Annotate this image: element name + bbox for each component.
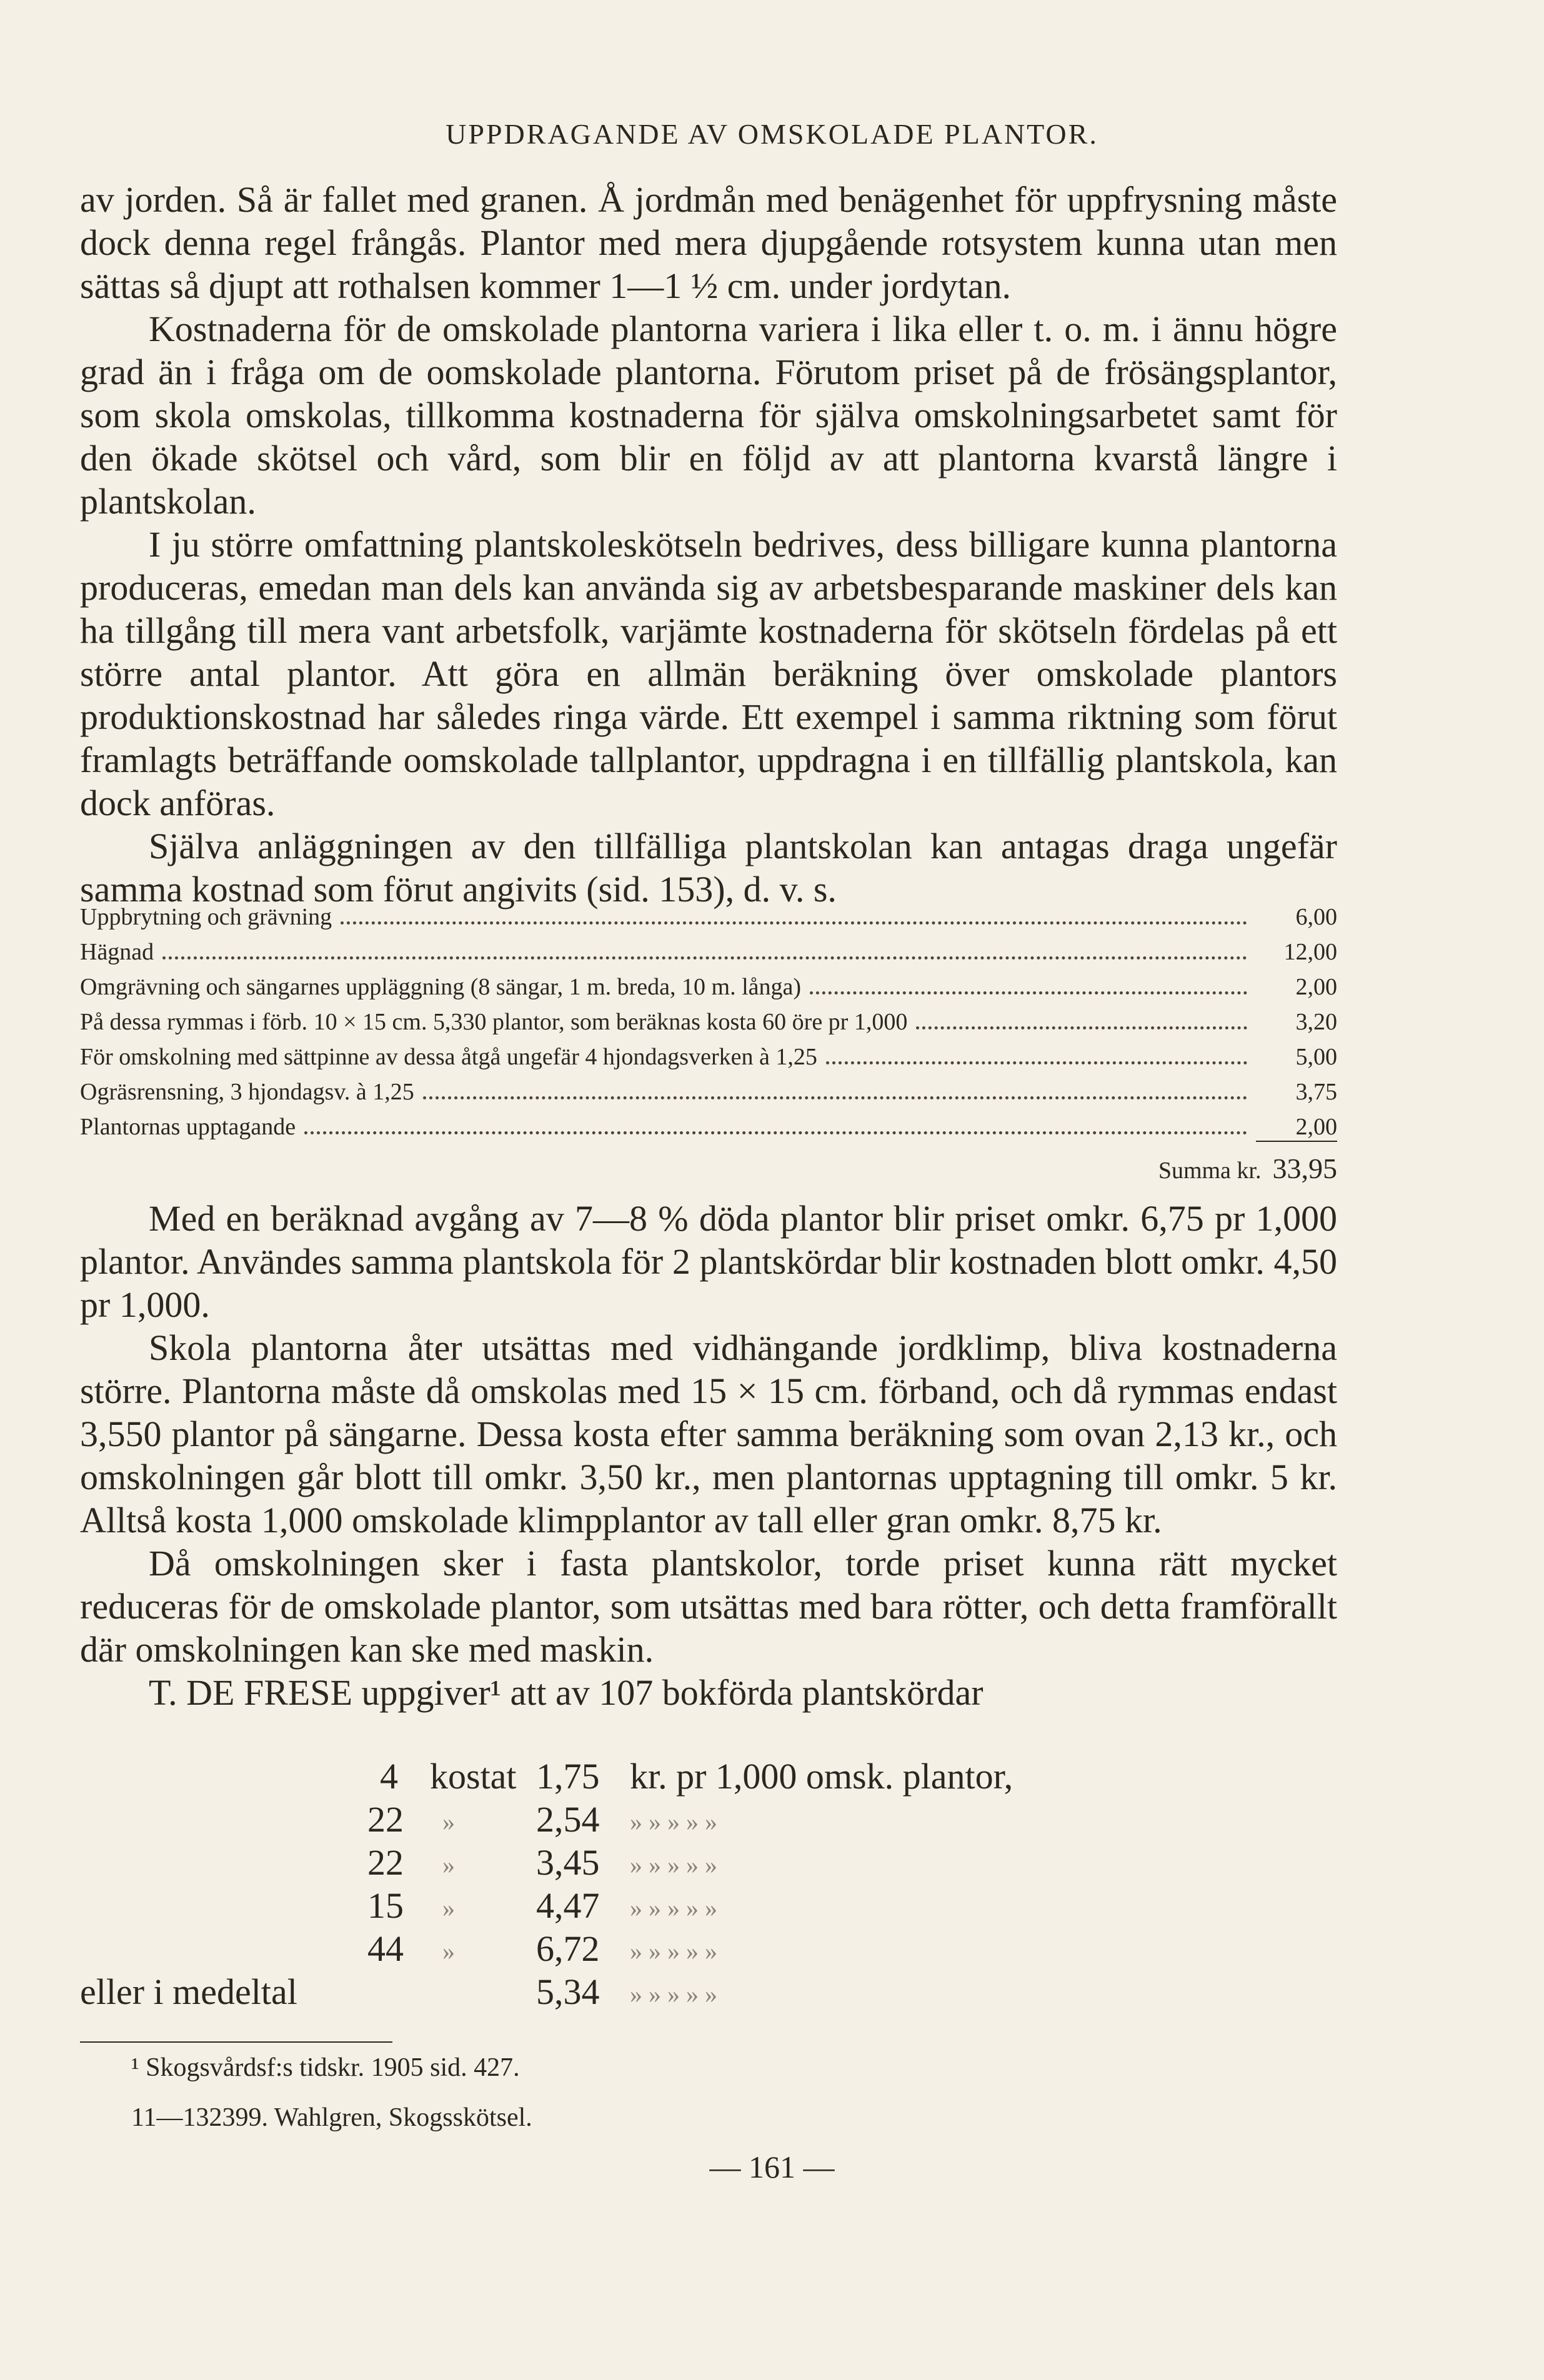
average-label: eller i medeltal [80, 1971, 297, 2012]
ledger-item: Uppbrytning och grävning [80, 904, 332, 930]
stats-row [80, 1798, 1337, 1842]
ledger-item: För omskolning med sättpinne av dessa åtgå ungefär 4 hjondagsverken à 1,25 [80, 1044, 817, 1070]
ledger-amount: 3,75 [1295, 1079, 1337, 1105]
ledger-item: Hägnad [80, 939, 154, 965]
ledger-row [80, 973, 1337, 1008]
count: 15 [367, 1885, 404, 1926]
ledger-amount: 3,20 [1295, 1009, 1337, 1035]
ditto: » » » » » [630, 1894, 717, 1922]
sum-label: Summa kr. [1158, 1158, 1262, 1184]
stats-row [80, 1971, 1337, 2014]
paragraph: I ju större omfattning plantskoleskötseln bedrives, dess billigare kunna plantorna produceras, emedan man dels kan använda sig av arbetsbesparande maskiner dels kan ha tillgång till mera vant arbetsfolk, varjämte kostnaderna för skötseln fördelas på ett större antal plantor. Att göra en allmän beräkning över omskolade plantors produktionskostnad har således ringa värde. Ett exempel i samma riktning som förut framlagts beträffande oomskolade tallplantor, uppdragna i en tillfällig plantskola, kan dock anföras. [80, 524, 1337, 823]
ledger-item: Plantornas upptagande [80, 1114, 296, 1140]
price: 2,54 [536, 1799, 600, 1840]
ledger-amount: 2,00 [1256, 1113, 1337, 1142]
ledger-row [80, 1078, 1337, 1113]
body-text-top [80, 178, 1337, 911]
count: 44 [367, 1928, 404, 1969]
ledger-amount: 5,00 [1295, 1044, 1337, 1070]
price: 1,75 [536, 1756, 600, 1797]
ditto: » [442, 1808, 455, 1836]
ledger-item: På dessa rymmas i förb. 10 × 15 cm. 5,330 plantor, som beräknas kosta 60 öre pr 1,000 [80, 1009, 908, 1035]
verb: kostat [430, 1756, 517, 1797]
paragraph: Skola plantorna åter utsättas med vidhängande jordklimp, bliva kostnaderna större. Plantorna måste då omskolas med 15 × 15 cm. förband, och då rymmas endast 3,550 plantor på sängarne. Dessa kosta efter samma beräkning som ovan 2,13 kr., och omskolningen går blott till omkr. 3,50 kr., men plantornas upptagning till omkr. 5 kr. Alltså kosta 1,000 omskolade klimpplantor av tall eller gran omkr. 8,75 kr. [80, 1327, 1337, 1540]
ditto: » [442, 1937, 455, 1965]
price: 4,47 [536, 1885, 600, 1926]
ditto: » » » » » [630, 1808, 717, 1836]
ledger-row [80, 1008, 1337, 1043]
count: 22 [367, 1799, 404, 1840]
ledger-row [80, 938, 1337, 973]
running-header: UPPDRAGANDE AV OMSKOLADE PLANTOR. [446, 118, 1098, 150]
ditto: » » » » » [630, 1980, 717, 2008]
ledger-sum [80, 1148, 1337, 1189]
sum-value: 33,95 [1272, 1153, 1337, 1184]
printer-signature: 11—132399. Wahlgren, Skogsskötsel. [131, 2103, 532, 2132]
ditto: » » » » » [630, 1851, 717, 1879]
body-text-bottom [80, 1197, 1337, 1714]
paragraph: T. DE FRESE uppgiver¹ att av 107 bokförda plantskördar [149, 1672, 984, 1713]
ledger-amount: 6,00 [1295, 904, 1337, 930]
count: 4 [380, 1756, 398, 1797]
paragraph: Med en beräknad avgång av 7—8 % döda plantor blir priset omkr. 6,75 pr 1,000 plantor. Användes samma plantskola för 2 plantskördar blir kostnaden blott omkr. 4,50 pr 1,000. [80, 1198, 1337, 1325]
ditto: » [442, 1894, 455, 1922]
ditto: » [442, 1851, 455, 1879]
stats-row [80, 1885, 1337, 1928]
paragraph: Kostnaderna för de omskolade plantorna variera i lika eller t. o. m. i ännu högre grad än i fråga om de oomskolade plantorna. Förutom priset på de frösängsplantor, som skola omskolas, tillkomma kostnaderna för själva omskolningsarbetet samt för den ökade skötsel och vård, som blir en följd av att plantorna kvarstå längre i plantskolan. [80, 309, 1337, 522]
paragraph: av jorden. Så är fallet med granen. Å jordmån med benägenhet för uppfrysning måste dock denna regel frångås. Plantor med mera djupgående rotsystem kunna utan men sättas så djupt att rothalsen kommer 1—1 ½ cm. under jordytan. [80, 179, 1337, 306]
rest: kr. pr 1,000 omsk. plantor, [630, 1756, 1014, 1797]
paragraph: Då omskolningen sker i fasta plantskolor, torde priset kunna rätt mycket reduceras för de omskolade plantor, som utsättas med bara rötter, och detta framförallt där omskolningen kan ske med maskin. [80, 1543, 1337, 1670]
ledger-row [80, 1113, 1337, 1148]
count: 22 [367, 1842, 404, 1883]
stats-row [80, 1842, 1337, 1885]
ledger-row [80, 903, 1337, 938]
price: 3,45 [536, 1842, 600, 1883]
paragraph: Själva anläggningen av den tillfälliga plantskolan kan antagas draga ungefär samma kostnad som förut angivits (sid. 153), d. v. s. [80, 826, 1337, 910]
stats-row [80, 1928, 1337, 1971]
footnote-rule [80, 2041, 392, 2043]
ditto: » » » » » [630, 1937, 717, 1965]
footnote: ¹ Skogsvårdsf:s tidskr. 1905 sid. 427. [131, 2053, 520, 2082]
cost-ledger [80, 903, 1337, 1189]
price: 6,72 [536, 1928, 600, 1969]
ledger-item: Ogräsrensning, 3 hjondagsv. à 1,25 [80, 1079, 414, 1105]
ledger-amount: 12,00 [1283, 939, 1337, 965]
ledger-amount: 2,00 [1295, 974, 1337, 1000]
price: 5,34 [536, 1971, 600, 2012]
page-number: — 161 — [709, 2149, 835, 2184]
ledger-item: Omgrävning och sängarnes uppläggning (8 sängar, 1 m. breda, 10 m. långa) [80, 974, 802, 1000]
stats-row [80, 1755, 1337, 1798]
harvest-stats [80, 1755, 1337, 2014]
ledger-row [80, 1043, 1337, 1078]
